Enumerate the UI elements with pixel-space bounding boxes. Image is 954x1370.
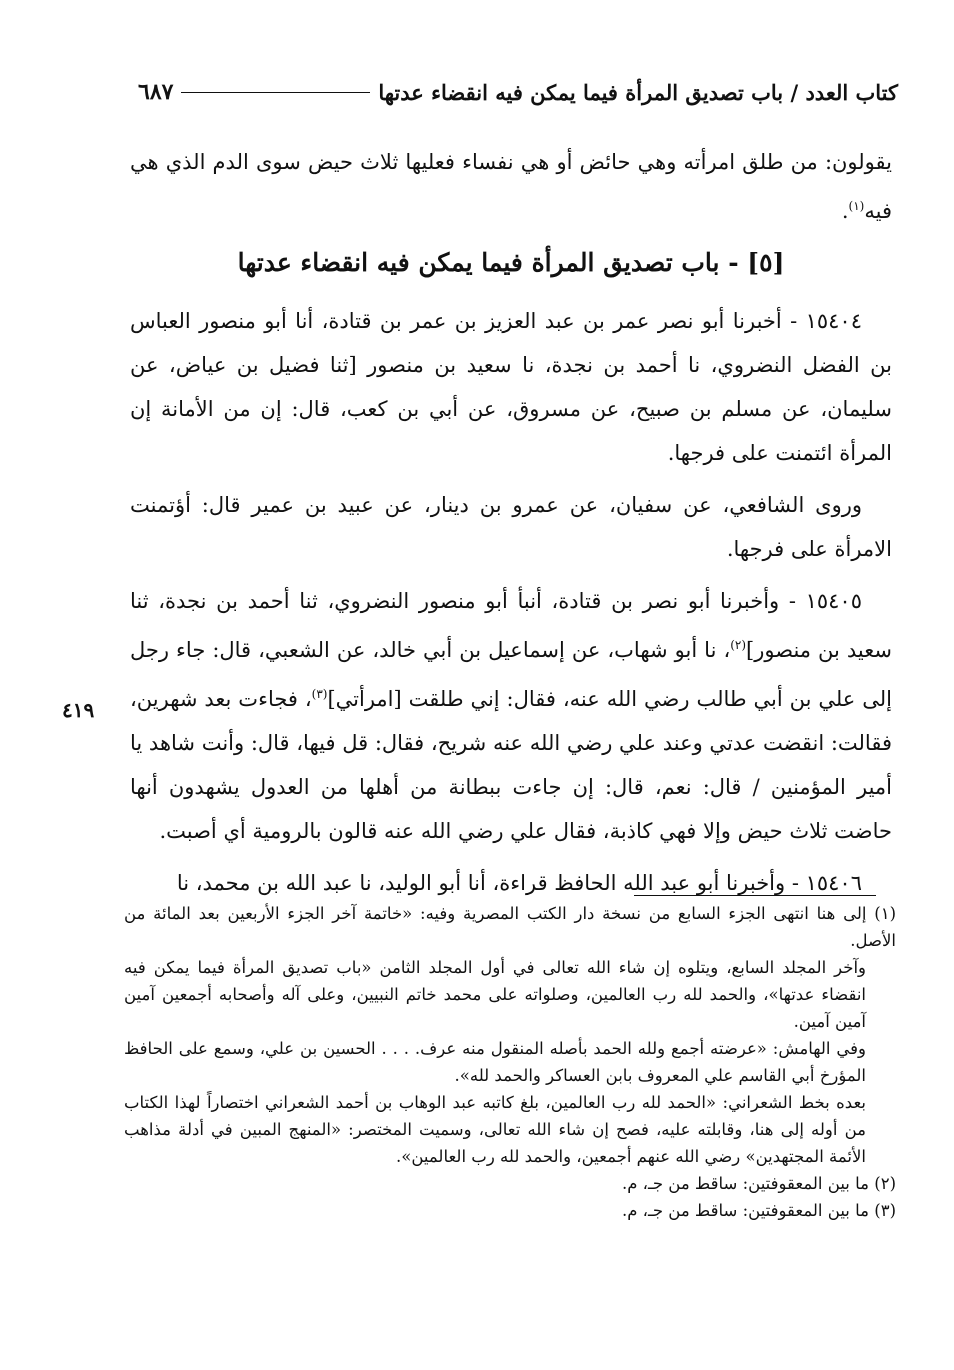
footnote-1: (١) إلى هنا انتهى الجزء السابع من نسخة دار الكتب المصرية وفيه: «خاتمة آخر الجزء الأربعين بعد المائة من الأصل. [124,904,896,950]
running-header [138,70,898,114]
shafii-narration: وروى الشافعي، عن سفيان، عن عمرو بن دينار، عن عبيد بن عمير قال: أؤتمنت الامرأة على فرجها. [130,493,892,561]
hadith-15404: ١٥٤٠٤ - أخبرنا أبو نصر عمر بن عبد العزيز بن عمر بن قتادة، أنا أبو منصور العباس بن الفضل النضروي، نا أحمد بن نجدة، نا سعيد بن منصور [ثنا فضيل بن عياض، عن سليمان، عن مسلم بن صبيح، عن مسروق، عن أبي بن كعب، قال: إن من الأمانة إن المرأة ائتمنت على فرجها. [130,309,892,465]
footnote-divider [634,895,876,896]
footnote-2: (٢) ما بين المعقوفتين: ساقط من جـ، م. [621,1174,896,1193]
hadith-15406: ١٥٤٠٦ - وأخبرنا أبو عبد الله الحافظ قراءة، أنا أبو الوليد، نا عبد الله بن محمد، نا [176,871,862,895]
running-title: كتاب العدد / باب تصديق المرأة فيما يمكن فيه انقضاء عدتها [378,79,898,105]
footnote-1-shaarani-note: بعده بخط الشعراني: «الحمد لله رب العالمين، بلغ كاتبه عبد الوهاب بن أحمد الشعراني اختصاراً لهذا الكتاب من أوله إلى هنا، وقابلته عليه، فصح إن شاء الله تعالى، وسميت المختصر: «المنهج المبين في أدلة مذاهب الأئمة المجتهدين» رضي الله عنهم أجمعين، والحمد لله رب العالمين». [124,1093,866,1166]
footnotes [124,900,896,1224]
footnote-1-margin-note: وفي الهامش: «عرضته أجمع ولله الحمد بأصله المنقول منه عرف. . . . الحسين بن علي، وسمع على الحافظ المؤرخ أبي القاسم علي المعروف بابن العساكر والحمد لله». [124,1039,866,1085]
main-text [130,140,892,913]
footnote-ref-3: (٣) [311,687,328,701]
footnote-1-colophon: وآخر المجلد السابع، ويتلوه إن شاء الله تعالى في أول المجلد الثامن «باب تصديق المرأة فيما يمكن فيه انقضاء عدتها»، والحمد لله رب العالمين، وصلواته على محمد خاتم النبيين، وعلى آله وأصحابه أجمعين آمين آمين آمين. [124,958,866,1031]
section-heading: [٥] - باب تصديق المرأة فيما يمكن فيه انقضاء عدتها [237,248,785,277]
footnote-3: (٣) ما بين المعقوفتين: ساقط من جـ، م. [621,1201,896,1220]
hadith-15405: ١٥٤٠٥ - وأخبرنا أبو نصر بن قتادة، أنبأ أبو منصور النضروي، ثنا أحمد بن نجدة، ثنا سعيد بن منصور]$^{(٢)}$، نا أبو شهاب، عن إسماعيل بن أبي خالد، عن الشعبي، قال: جاء رجل إلى علي بن أبي طالب رضي الله عنه، فقال: إني طلقت [امرأتي]$^{(٣)}$، فجاءت بعد شهرين، فقالت: انقضت عدتي وعند علي رضي الله عنه شريح، فقال: قل فيها، قال: وأنت شاهد يا أمير المؤمنين / قال: نعم، قال: إن جاءت ببطانة من أهلها من العدول يشهدون أنها حاضت ثلاث حيض وإلا فهي كاذبة، فقال علي رضي الله عنه قالون بالرومية أي أصبت. [130,589,892,843]
page-number: ٦٨٧ [138,79,174,105]
margin-page-reference: ٤١٩ [62,698,95,722]
footnote-ref-2: (٢) [730,638,747,652]
header-rule [181,92,370,93]
intro-paragraph: يقولون: من طلق امرأته وهي حائض أو هي نفساء فعليها ثلاث حيض سوى الدم الذي هي فيه$^{(١)}$. [130,150,892,223]
footnote-ref-1: (١) [848,199,865,213]
